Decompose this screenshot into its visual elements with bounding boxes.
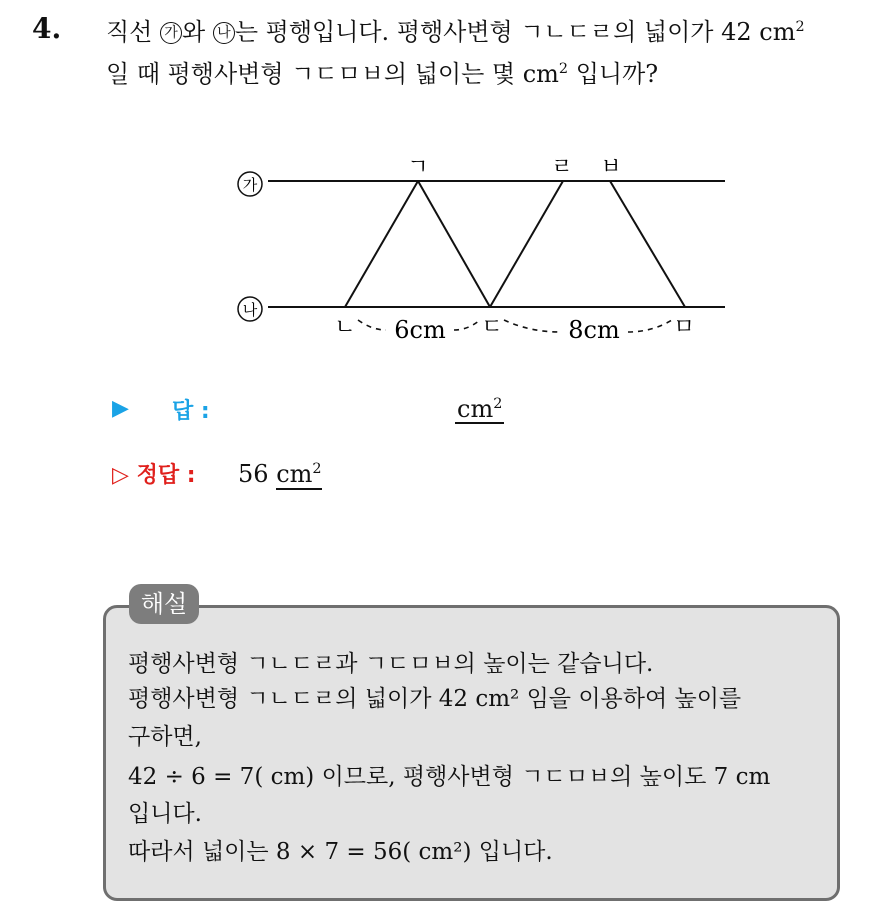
edge-b-m xyxy=(610,181,685,307)
question-text-2a: 일 때 평행사변형 ㄱㄷㅁㅂ의 넓이는 몇 cm xyxy=(106,60,559,88)
vertex-r-label: ㄹ xyxy=(551,155,573,180)
answer-marker-icon: ▶ xyxy=(112,396,129,421)
correct-answer-label xyxy=(112,458,196,489)
explanation-line-5: 입니다. xyxy=(128,801,202,827)
question-text-2b: 입니까? xyxy=(568,60,659,88)
vertex-b-label: ㅂ xyxy=(600,155,622,180)
answer-unit xyxy=(455,396,504,424)
length-6cm: 6cm xyxy=(394,316,446,344)
question-text-1c: 는 평행입니다. 평행사변형 ㄱㄴㄷㄹ의 넓이가 42 cm xyxy=(234,18,796,46)
answer-label: 답 : xyxy=(172,399,210,424)
question-number: 4. xyxy=(32,12,62,45)
correct-answer-value xyxy=(238,460,322,488)
length-8cm: 8cm xyxy=(568,316,620,344)
correct-unit-text: cm xyxy=(276,460,313,488)
dimension-6-right xyxy=(454,320,480,330)
label-na: 나 xyxy=(242,301,258,319)
explanation-line-1: 평행사변형 ㄱㄴㄷㄹ과 ㄱㄷㅁㅂ의 높이는 같습니다. xyxy=(128,651,654,677)
correct-value-number: 56 xyxy=(238,460,269,488)
question-text-1b: 와 xyxy=(182,18,213,46)
vertex-g-label: ㄱ xyxy=(407,155,429,180)
dimension-8-right xyxy=(628,320,672,332)
answer-unit-sup: 2 xyxy=(493,396,503,412)
correct-marker-icon: ▷ xyxy=(112,463,129,488)
correct-unit-sup: 2 xyxy=(312,461,322,477)
question-line-2 xyxy=(106,54,658,89)
question-sup-1: 2 xyxy=(795,19,805,35)
vertex-n-label: ㄴ xyxy=(334,315,356,340)
explanation-line-4: 42 ÷ 6 = 7( cm) 이므로, 평행사변형 ㄱㄷㅁㅂ의 높이도 7 cm xyxy=(128,764,771,790)
circle-ga xyxy=(238,172,262,196)
vertex-m-label: ㅁ xyxy=(673,315,695,340)
dimension-8-left xyxy=(504,320,560,332)
edge-d-r xyxy=(490,181,563,307)
explanation-tab: 해설 xyxy=(129,584,199,624)
label-ga: 가 xyxy=(242,176,258,194)
question-text-1a: 직선 xyxy=(106,18,160,46)
question-line-1 xyxy=(106,12,805,47)
question-sup-2: 2 xyxy=(558,61,569,77)
explanation-line-3: 구하면, xyxy=(128,724,202,750)
correct-label-text: 정답 : xyxy=(136,463,196,488)
answer-unit-text: cm xyxy=(457,395,494,423)
vertex-d-label: ㄷ xyxy=(481,315,503,340)
explanation-line-6: 따라서 넓이는 8 × 7 = 56( cm²) 입니다. xyxy=(128,839,553,865)
circle-na xyxy=(238,297,262,321)
explanation-line-2: 평행사변형 ㄱㄴㄷㄹ의 넓이가 42 cm² 임을 이용하여 높이를 xyxy=(128,686,742,712)
dimension-6-left xyxy=(358,320,386,330)
edge-n-g xyxy=(345,181,418,307)
circled-label-ga: 가 xyxy=(160,22,182,44)
circled-label-na: 나 xyxy=(213,22,235,44)
edge-g-d xyxy=(418,181,490,307)
correct-value-unit xyxy=(276,460,321,490)
